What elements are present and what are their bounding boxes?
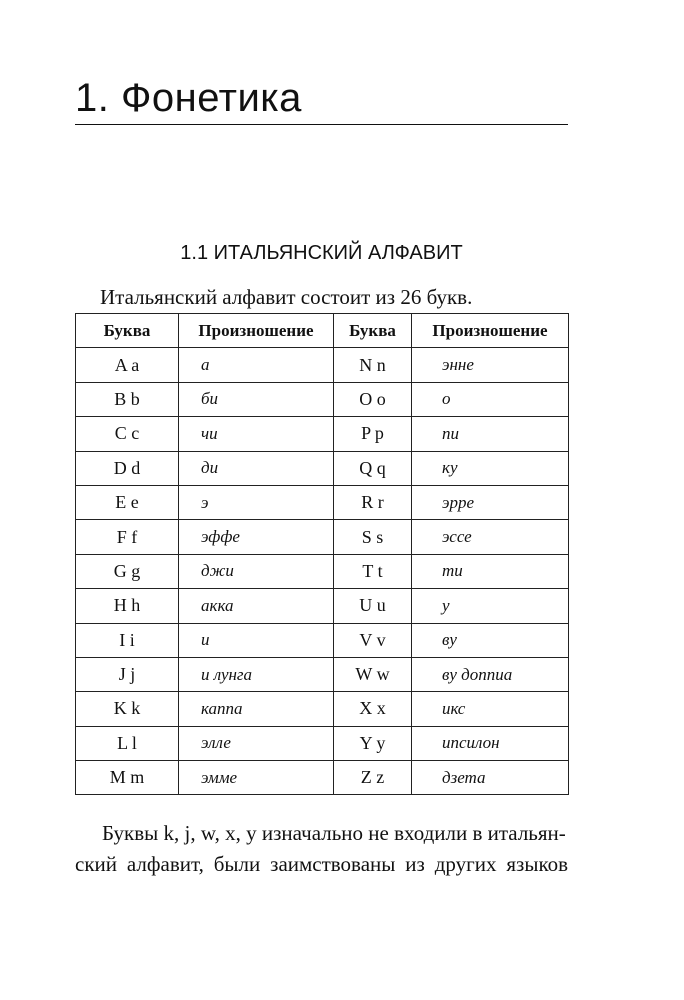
- pronunciation-cell: о: [412, 382, 569, 416]
- letter-cell: I i: [76, 623, 179, 657]
- header-letter-2: Буква: [334, 314, 412, 348]
- letter-cell: G g: [76, 554, 179, 588]
- table-row: [76, 520, 569, 554]
- letter-cell: O o: [334, 382, 412, 416]
- letter-cell: X x: [334, 692, 412, 726]
- pronunciation-cell: каппа: [179, 692, 334, 726]
- pronunciation-cell: эрре: [412, 485, 569, 519]
- alphabet-table: [75, 313, 569, 795]
- pronunciation-cell: элле: [179, 726, 334, 760]
- pronunciation-cell: и лунга: [179, 657, 334, 691]
- table-row: [76, 589, 569, 623]
- intro-text: Итальянский алфавит состоит из 26 букв.: [100, 285, 473, 309]
- pronunciation-cell: дзета: [412, 761, 569, 795]
- letter-cell: W w: [334, 657, 412, 691]
- letter-cell: D d: [76, 451, 179, 485]
- table-row: [76, 623, 569, 657]
- letter-cell: J j: [76, 657, 179, 691]
- pronunciation-cell: ву: [412, 623, 569, 657]
- header-letter-1: Буква: [76, 314, 179, 348]
- letter-cell: A a: [76, 348, 179, 382]
- pronunciation-cell: ди: [179, 451, 334, 485]
- table-row: [76, 451, 569, 485]
- pronunciation-cell: ти: [412, 554, 569, 588]
- pronunciation-cell: чи: [179, 417, 334, 451]
- table-row: [76, 726, 569, 760]
- section-heading: 1.1 ИТАЛЬЯНСКИЙ АЛФАВИТ: [180, 242, 463, 264]
- table-row: [76, 417, 569, 451]
- pronunciation-cell: ипсилон: [412, 726, 569, 760]
- letter-cell: S s: [334, 520, 412, 554]
- letter-cell: Y y: [334, 726, 412, 760]
- table-row: [76, 348, 569, 382]
- table-header-row: [76, 314, 569, 348]
- pronunciation-cell: эссе: [412, 520, 569, 554]
- letter-cell: H h: [76, 589, 179, 623]
- letter-cell: F f: [76, 520, 179, 554]
- pronunciation-cell: э: [179, 485, 334, 519]
- letter-cell: Q q: [334, 451, 412, 485]
- letter-cell: N n: [334, 348, 412, 382]
- pronunciation-cell: и: [179, 623, 334, 657]
- table-row: [76, 382, 569, 416]
- header-pronunciation-1: Произношение: [179, 314, 334, 348]
- pronunciation-cell: джи: [179, 554, 334, 588]
- table-row: [76, 761, 569, 795]
- pronunciation-cell: ку: [412, 451, 569, 485]
- letter-cell: T t: [334, 554, 412, 588]
- header-pronunciation-2: Произношение: [412, 314, 569, 348]
- letter-cell: U u: [334, 589, 412, 623]
- pronunciation-cell: а: [179, 348, 334, 382]
- pronunciation-cell: икс: [412, 692, 569, 726]
- pronunciation-cell: пи: [412, 417, 569, 451]
- letter-cell: V v: [334, 623, 412, 657]
- chapter-title-rule: [75, 124, 568, 125]
- letter-cell: M m: [76, 761, 179, 795]
- letter-cell: C c: [76, 417, 179, 451]
- pronunciation-cell: у: [412, 589, 569, 623]
- letter-cell: Z z: [334, 761, 412, 795]
- letter-cell: R r: [334, 485, 412, 519]
- table-row: [76, 657, 569, 691]
- letter-cell: K k: [76, 692, 179, 726]
- pronunciation-cell: эффе: [179, 520, 334, 554]
- table-row: [76, 692, 569, 726]
- pronunciation-cell: би: [179, 382, 334, 416]
- paragraph-line-1: Буквы k, j, w, x, y изначально не входили в итальян-: [102, 821, 566, 845]
- pronunciation-cell: эмме: [179, 761, 334, 795]
- table-row: [76, 554, 569, 588]
- table-row: [76, 485, 569, 519]
- letter-cell: B b: [76, 382, 179, 416]
- pronunciation-cell: энне: [412, 348, 569, 382]
- letter-cell: E e: [76, 485, 179, 519]
- pronunciation-cell: акка: [179, 589, 334, 623]
- pronunciation-cell: ву доппиа: [412, 657, 569, 691]
- letter-cell: L l: [76, 726, 179, 760]
- chapter-title: 1. Фонетика: [75, 76, 302, 120]
- letter-cell: P p: [334, 417, 412, 451]
- paragraph-line-2: ский алфавит, были заимствованы из других языков: [75, 852, 568, 876]
